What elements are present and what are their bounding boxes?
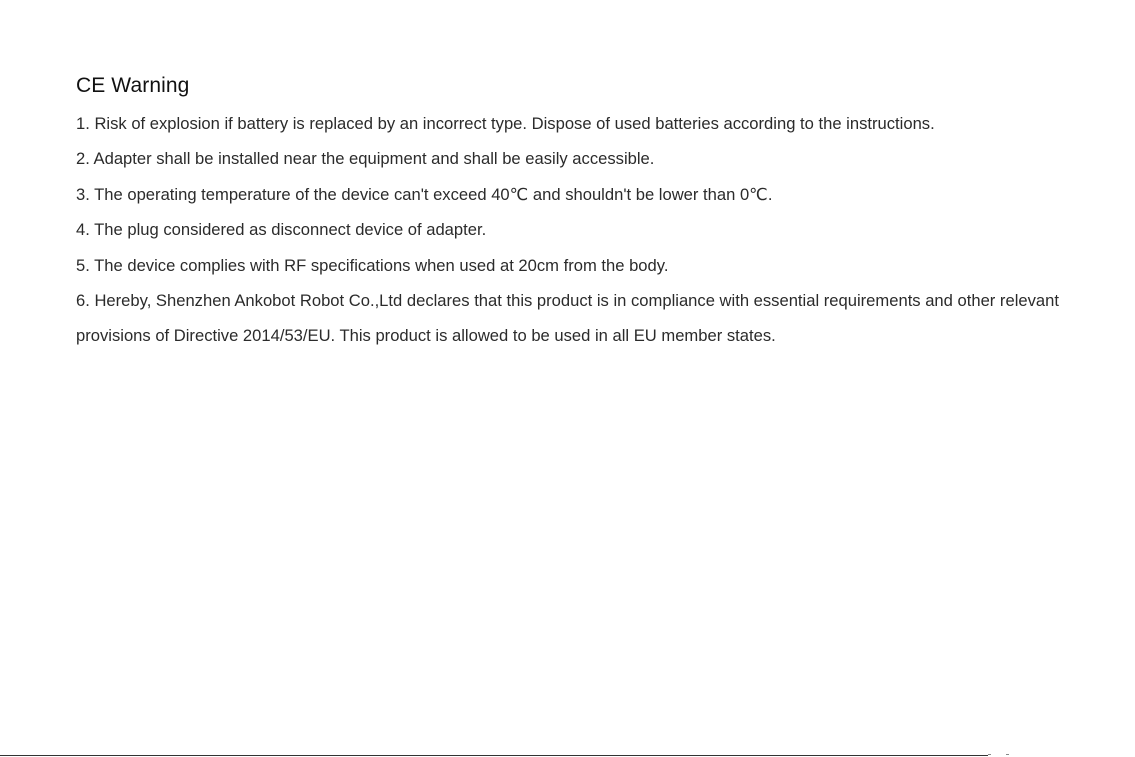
warning-item-4: 4. The plug considered as disconnect device of adapter. (76, 220, 487, 240)
warning-list (76, 106, 1086, 354)
ce-warning-section (76, 71, 1086, 354)
warning-item-1: 1. Risk of explosion if battery is replaced by an incorrect type. Dispose of used batteries according to the instructions. (76, 114, 935, 133)
page-bottom-divider (0, 755, 988, 756)
warning-item-5: 5. The device complies with RF specifications when used at 20cm from the body. (76, 255, 669, 275)
warning-item-3: 3. The operating temperature of the device can't exceed 40℃ and shouldn't be lower than 0℃. (76, 184, 773, 204)
page-corner-mark (986, 752, 1010, 756)
section-heading: CE Warning (76, 74, 190, 97)
warning-item-6: 6. Hereby, Shenzhen Ankobot Robot Co.,Ltd declares that this product is in compliance with essential requirements and other relevant provisions of Directive 2014/53/EU. This product is allowed to be used in all EU member states. (76, 291, 1059, 346)
warning-item-2: 2. Adapter shall be installed near the equipment and shall be easily accessible. (76, 149, 655, 169)
